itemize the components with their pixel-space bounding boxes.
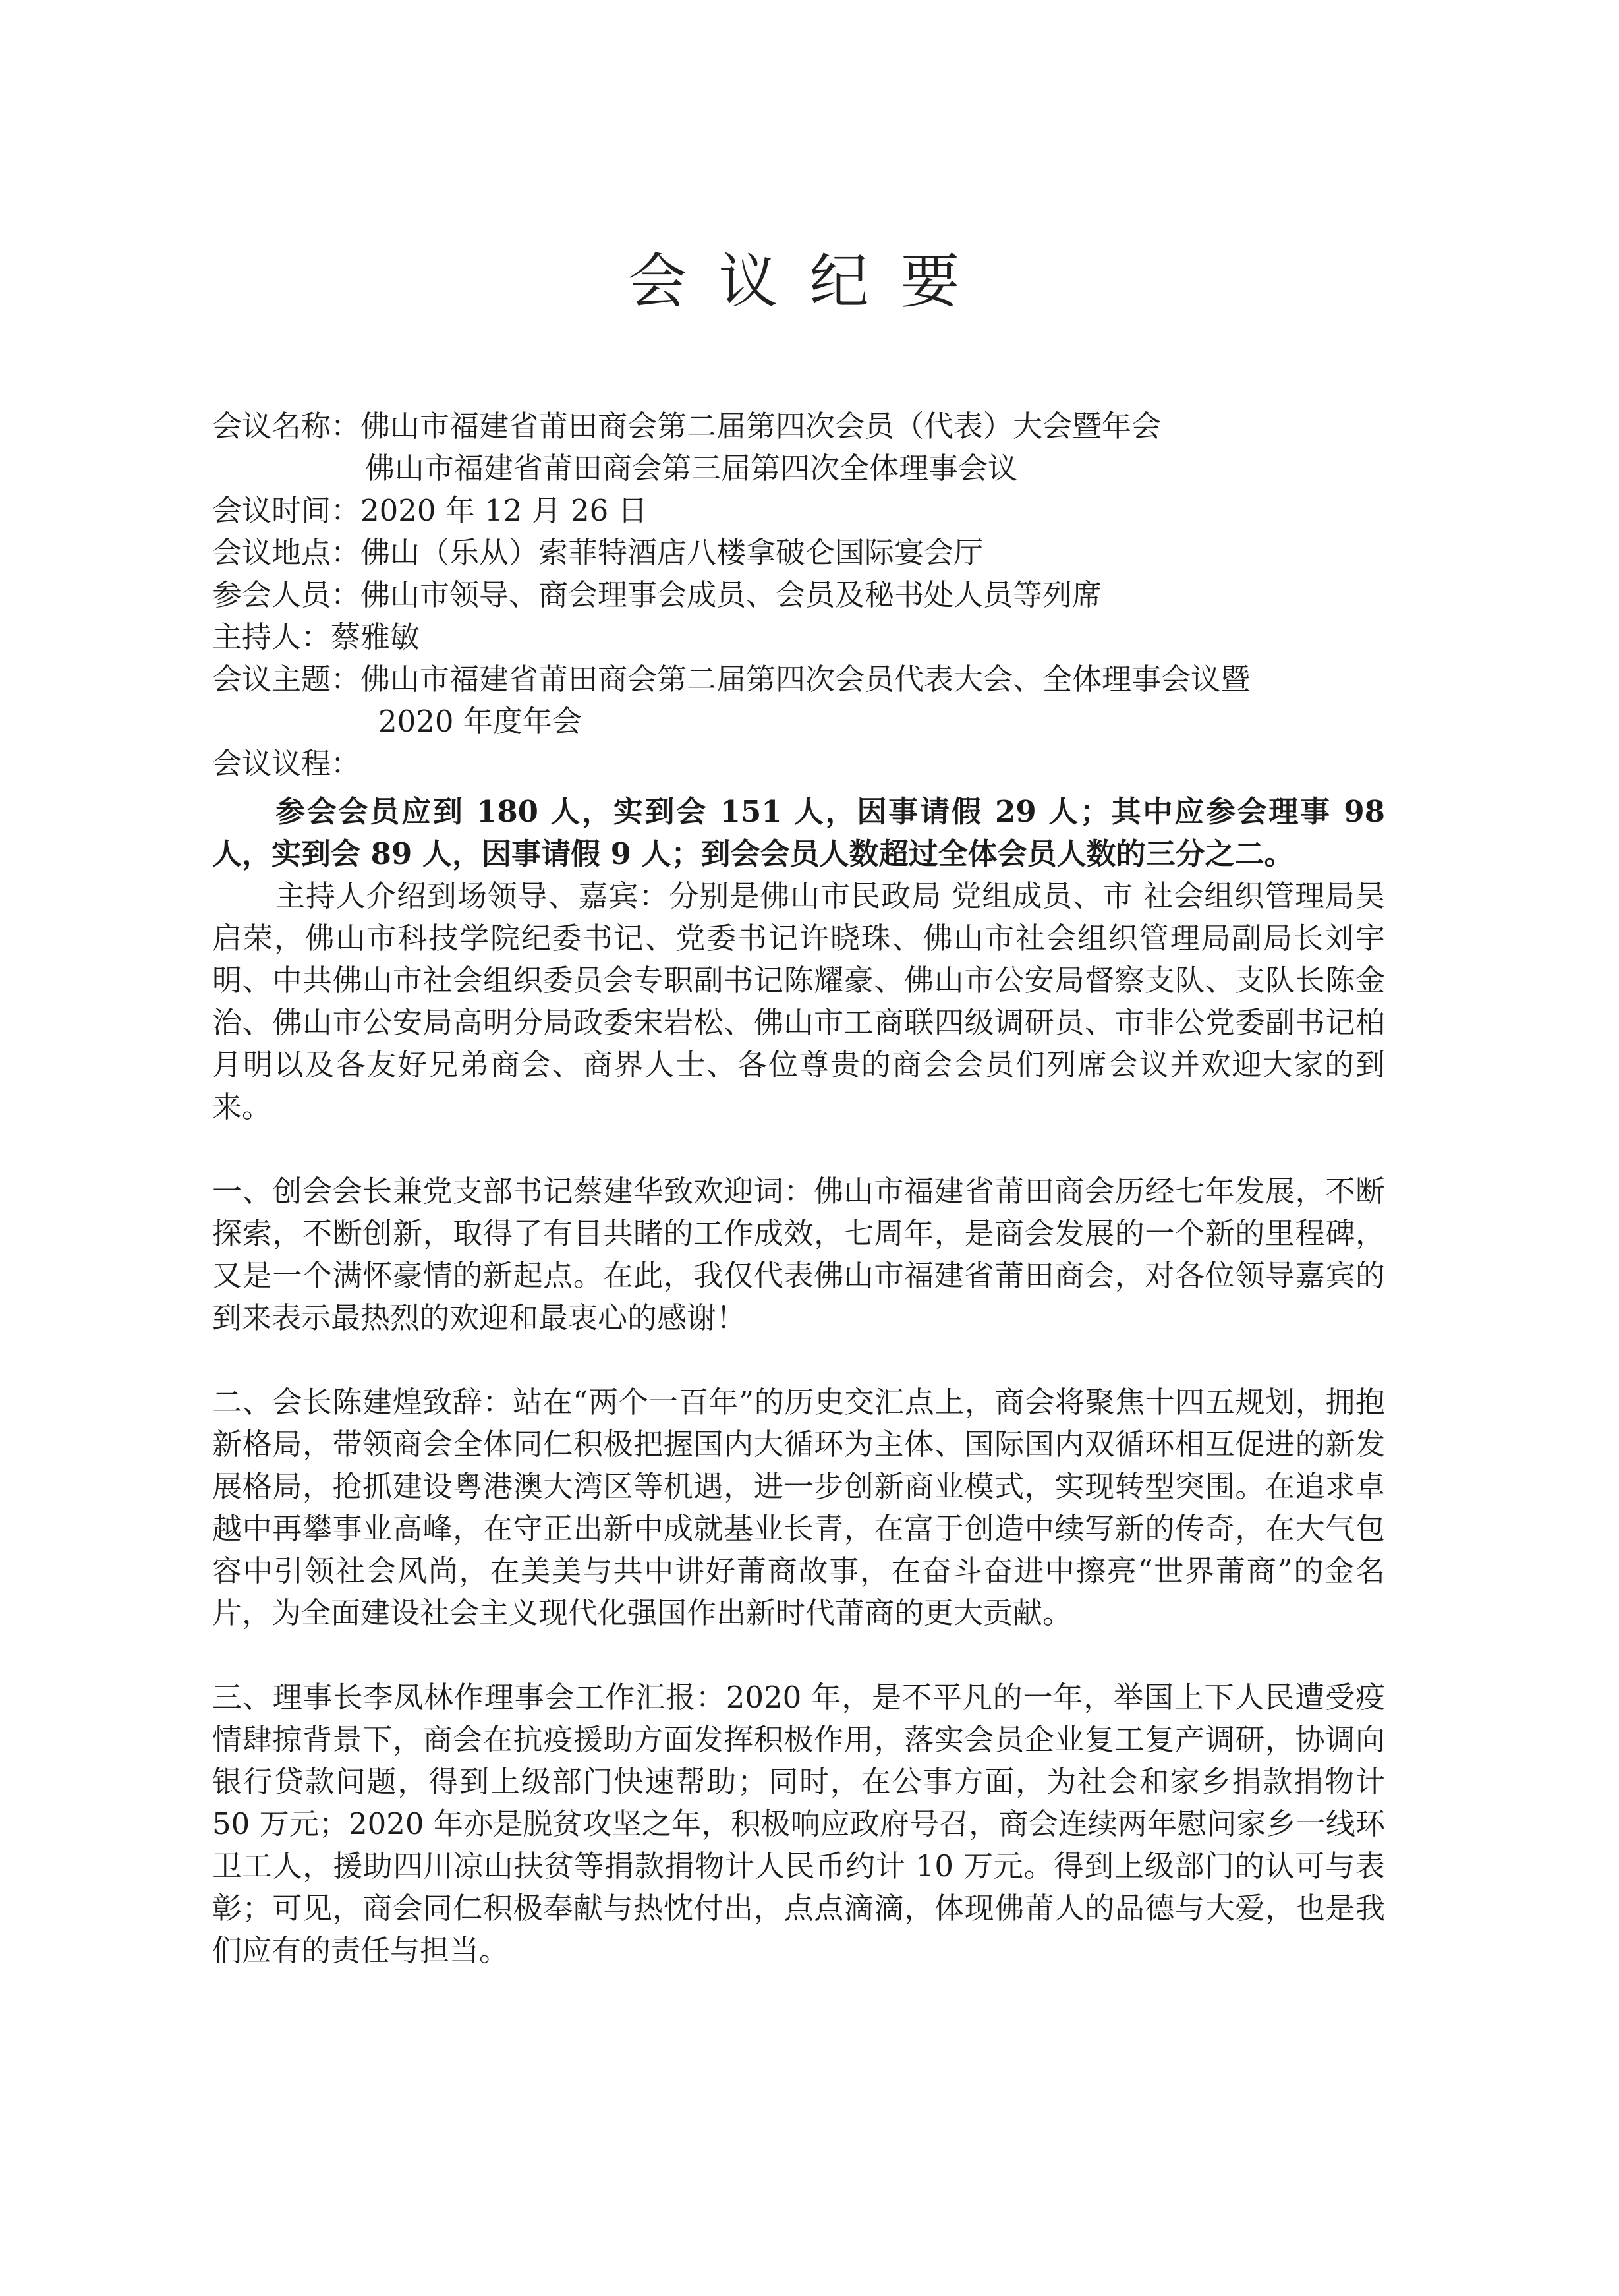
attendees-row (212, 574, 1398, 616)
theme-row-2 (212, 701, 1398, 743)
agenda-row (212, 743, 1398, 785)
attendance-paragraph: 参会会员应到 180 人，实到会 151 人，因事请假 29 人；其中应参会理事 98 人，实到会 89 人，因事请假 9 人；到会会员人数超过全体会员人数的三分之二。 (212, 794, 1385, 871)
council-report-section: 三、理事长李凤林作理事会工作汇报：2020 年，是不平凡的一年，举国上下人民遭受疫情肆掠背景下，商会在抗疫援助方面发挥积极作用，落实会员企业复工复产调研，协调向银行贷款问题，得到上级部门快速帮助；同时，在公事方面，为社会和家乡捐款捐物计 50 万元；2020 年亦是脱贫攻坚之年，积极响应政府号召，商会连续两年慰问家乡一线环卫工人，援助四川凉山扶贫等捐款捐物计人民币约计 10 万元。得到上级部门的认可与表彰；可见，商会同仁积极奉献与热忱付出，点点滴滴，体现佛莆人的品德与大爱，也是我们应有的责任与担当。 (212, 1680, 1385, 1968)
host-label: 主持人： (212, 619, 331, 654)
agenda-label: 会议议程： (212, 746, 361, 781)
document-title: 会议纪要 (627, 247, 992, 316)
theme-value-2: 2020 年度年会 (378, 704, 582, 739)
meeting-name-label: 会议名称： (212, 409, 361, 444)
president-speech-section: 二、会长陈建煌致辞：站在“两个一百年”的历史交汇点上，商会将聚焦十四五规划，拥抱新格局，带领商会全体同仁积极把握国内大循环为主体、国际国内双循环相互促进的新发展格局，抢抓建设粤港澳大湾区等机遇，进一步创新商业模式，实现转型突围。在追求卓越中再攀事业高峰，在守正出新中成就基业长青，在富于创造中续写新的传奇，在大气包容中引领社会风尚，在美美与共中讲好莆商故事，在奋斗奋进中擦亮“世界莆商”的金名片，为全面建设社会主义现代化强国作出新时代莆商的更大贡献。 (212, 1385, 1385, 1630)
meeting-time-value: 2020 年 12 月 26 日 (360, 493, 648, 528)
theme-row (212, 658, 1398, 701)
meeting-time-label: 会议时间： (212, 493, 361, 528)
meeting-name-row (212, 405, 1398, 447)
host-row (212, 616, 1398, 658)
theme-value: 佛山市福建省莆田商会第二届第四次会员代表大会、全体理事会议暨 (360, 662, 1251, 697)
meeting-place-label: 会议地点： (212, 535, 361, 570)
meeting-body (212, 791, 1385, 1972)
theme-label: 会议主题： (212, 662, 361, 697)
attendees-value: 佛山市领导、商会理事会成员、会员及秘书处人员等列席 (360, 577, 1102, 612)
meeting-name-value-2: 佛山市福建省莆田商会第三届第四次全体理事会议 (365, 451, 1018, 486)
meeting-time-row (212, 490, 1398, 532)
meeting-place-value: 佛山（乐从）索菲特酒店八楼拿破仑国际宴会厅 (360, 535, 984, 570)
meeting-name-row-2 (212, 447, 1398, 490)
attendees-label: 参会人员： (212, 577, 361, 612)
intro-paragraph: 主持人介绍到场领导、嘉宾：分别是佛山市民政局 党组成员、市 社会组织管理局吴启荣，佛山市科技学院纪委书记、党委书记许晓珠、佛山市社会组织管理局副局长刘宇明、中共佛山市社会组织委员会专职副书记陈耀豪、佛山市公安局督察支队、支队长陈金治、佛山市公安局高明分局政委宋岩松、佛山市工商联四级调研员、市非公党委副书记柏月明以及各友好兄弟商会、商界人士、各位尊贵的商会会员们列席会议并欢迎大家的到来。 (212, 878, 1385, 1124)
host-value: 蔡雅敏 (331, 619, 420, 654)
meeting-name-value: 佛山市福建省莆田商会第二届第四次会员（代表）大会暨年会 (360, 409, 1162, 444)
meeting-info (212, 405, 1398, 785)
welcome-section: 一、创会会长兼党支部书记蔡建华致欢迎词：佛山市福建省莆田商会历经七年发展，不断探索，不断创新，取得了有目共睹的工作成效，七周年，是商会发展的一个新的里程碑，又是一个满怀豪情的新起点。在此，我仅代表佛山市福建省莆田商会，对各位领导嘉宾的到来表示最热烈的欢迎和最衷心的感谢！ (212, 1174, 1385, 1335)
meeting-place-row (212, 532, 1398, 574)
